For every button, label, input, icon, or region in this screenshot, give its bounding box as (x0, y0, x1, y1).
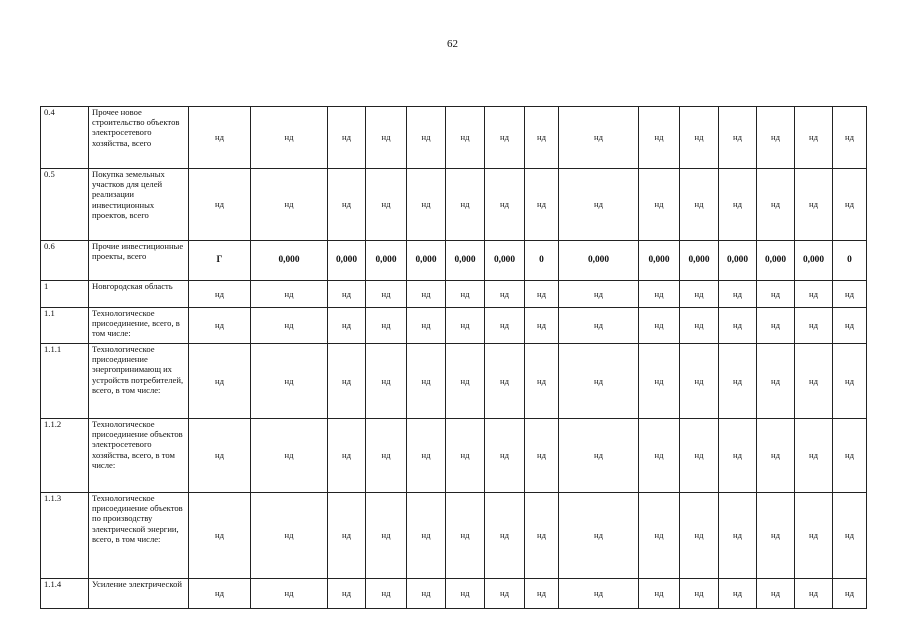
row-value-cell: нд (719, 344, 757, 419)
row-value-cell: нд (680, 419, 719, 493)
row-value-cell: нд (407, 169, 446, 241)
table-row (41, 579, 867, 609)
row-value-cell: нд (639, 281, 680, 308)
row-code: 1.1 (41, 308, 89, 344)
row-value-cell: нд (833, 281, 867, 308)
row-value-cell: нд (251, 169, 328, 241)
row-name: Новгородская область (89, 281, 189, 308)
row-value-cell: нд (328, 308, 366, 344)
row-value-cell: нд (757, 419, 795, 493)
row-value-cell: нд (328, 281, 366, 308)
row-value-cell: нд (680, 169, 719, 241)
row-code: 1.1.3 (41, 493, 89, 579)
row-value-cell: нд (328, 107, 366, 169)
table-row (41, 281, 867, 308)
row-value-cell: нд (189, 281, 251, 308)
row-value-cell: нд (251, 308, 328, 344)
row-value-cell: 0,000 (366, 241, 407, 281)
row-value-cell: нд (407, 493, 446, 579)
row-value-cell: 0 (833, 241, 867, 281)
row-value-cell: нд (366, 419, 407, 493)
row-value-cell: нд (525, 308, 559, 344)
row-value-cell: нд (366, 344, 407, 419)
row-value-cell: нд (525, 419, 559, 493)
row-value-cell: 0,000 (680, 241, 719, 281)
table-body (41, 107, 867, 609)
row-value-cell: нд (719, 493, 757, 579)
row-value-cell: нд (189, 107, 251, 169)
row-code: 1.1.1 (41, 344, 89, 419)
row-value-cell: нд (366, 281, 407, 308)
row-value-cell: нд (446, 308, 485, 344)
row-value-cell: 0,000 (639, 241, 680, 281)
row-value-cell: нд (328, 493, 366, 579)
table-row (41, 419, 867, 493)
row-value-cell: нд (639, 308, 680, 344)
row-value-cell: нд (680, 493, 719, 579)
row-value-cell: нд (485, 107, 525, 169)
row-value-cell: нд (189, 344, 251, 419)
row-value-cell: нд (189, 579, 251, 609)
row-value-cell: нд (719, 579, 757, 609)
row-name: Технологическое присоединение энергопринимающ их устройств потребителей, всего, в том числе: (89, 344, 189, 419)
row-value-cell: нд (446, 493, 485, 579)
row-value-cell: нд (680, 579, 719, 609)
row-value-cell: нд (485, 493, 525, 579)
row-value-cell: нд (446, 344, 485, 419)
row-value-cell: нд (446, 107, 485, 169)
row-value-cell: 0,000 (407, 241, 446, 281)
row-value-cell: нд (719, 308, 757, 344)
row-value-cell: 0,000 (559, 241, 639, 281)
row-value-cell: нд (485, 281, 525, 308)
row-code: 0.6 (41, 241, 89, 281)
row-value-cell: нд (639, 419, 680, 493)
row-value-cell: нд (757, 107, 795, 169)
row-value-cell: нд (366, 107, 407, 169)
row-value-cell: нд (719, 169, 757, 241)
row-value-cell: нд (251, 579, 328, 609)
row-name: Покупка земельных участков для целей реализации инвестиционных проектов, всего (89, 169, 189, 241)
row-value-cell: нд (757, 308, 795, 344)
row-value-cell: нд (559, 169, 639, 241)
row-value-cell: нд (525, 493, 559, 579)
row-value-cell: нд (446, 281, 485, 308)
row-value-cell: нд (328, 169, 366, 241)
row-value-cell: нд (559, 493, 639, 579)
row-value-cell: нд (833, 579, 867, 609)
row-value-cell: нд (446, 169, 485, 241)
row-value-cell: нд (795, 107, 833, 169)
row-value-cell: нд (757, 281, 795, 308)
table-row (41, 493, 867, 579)
row-value-cell: нд (719, 281, 757, 308)
row-value-cell: нд (407, 579, 446, 609)
row-value-cell: нд (639, 169, 680, 241)
row-value-cell: нд (446, 579, 485, 609)
row-value-cell: нд (757, 493, 795, 579)
row-value-cell: нд (366, 308, 407, 344)
row-value-cell: нд (366, 579, 407, 609)
row-value-cell: нд (833, 308, 867, 344)
row-value-cell: нд (639, 579, 680, 609)
row-value-cell: нд (680, 308, 719, 344)
row-value-cell: нд (833, 169, 867, 241)
row-value-cell: нд (328, 344, 366, 419)
row-value-cell: нд (559, 344, 639, 419)
row-value-cell: нд (559, 579, 639, 609)
row-value-cell: нд (833, 344, 867, 419)
table-row (41, 308, 867, 344)
row-value-cell: нд (795, 579, 833, 609)
row-value-cell: нд (407, 107, 446, 169)
row-value-cell: нд (366, 493, 407, 579)
row-name: Технологическое присоединение объектов по производству электрической энергии, всего, в том числе: (89, 493, 189, 579)
row-code: 1 (41, 281, 89, 308)
row-value-cell: нд (757, 579, 795, 609)
row-value-cell: нд (795, 281, 833, 308)
row-value-cell: нд (407, 419, 446, 493)
row-value-cell: нд (485, 344, 525, 419)
row-code: 1.1.4 (41, 579, 89, 609)
row-value-cell: 0 (525, 241, 559, 281)
row-value-cell: нд (525, 169, 559, 241)
row-value-cell: нд (407, 308, 446, 344)
row-value-cell: нд (680, 281, 719, 308)
row-name: Технологическое присоединение, всего, в том числе: (89, 308, 189, 344)
row-value-cell: нд (757, 169, 795, 241)
row-name: Технологическое присоединение объектов электросетевого хозяйства, всего, в том числе: (89, 419, 189, 493)
row-value-cell: нд (485, 419, 525, 493)
row-value-cell: нд (795, 344, 833, 419)
table-row (41, 107, 867, 169)
row-value-cell: нд (795, 493, 833, 579)
row-value-cell: 0,000 (446, 241, 485, 281)
row-value-cell: нд (559, 308, 639, 344)
row-value-cell: 0,000 (485, 241, 525, 281)
row-code: 1.1.2 (41, 419, 89, 493)
row-code: 0.5 (41, 169, 89, 241)
row-value-cell: нд (559, 281, 639, 308)
row-value-cell: нд (680, 344, 719, 419)
row-value-cell: 0,000 (251, 241, 328, 281)
row-value-cell: нд (251, 493, 328, 579)
row-value-cell: нд (251, 344, 328, 419)
row-value-cell: нд (251, 419, 328, 493)
row-value-cell: нд (189, 308, 251, 344)
table-row (41, 344, 867, 419)
row-value-cell: нд (407, 281, 446, 308)
row-value-cell: нд (328, 419, 366, 493)
row-value-cell: нд (680, 107, 719, 169)
row-value-cell: нд (485, 308, 525, 344)
row-value-cell: нд (757, 344, 795, 419)
row-value-cell: нд (525, 281, 559, 308)
row-value-cell: нд (407, 344, 446, 419)
row-name: Прочие инвестиционные проекты, всего (89, 241, 189, 281)
row-value-cell: нд (525, 579, 559, 609)
row-value-cell: нд (833, 493, 867, 579)
row-value-cell: нд (189, 419, 251, 493)
row-value-cell: нд (559, 107, 639, 169)
row-value-cell: нд (328, 579, 366, 609)
row-value-cell: нд (833, 419, 867, 493)
row-value-cell: нд (639, 107, 680, 169)
row-value-cell: нд (639, 493, 680, 579)
row-value-cell: нд (795, 419, 833, 493)
row-value-cell: нд (251, 107, 328, 169)
investment-table (40, 106, 867, 609)
row-value-cell: нд (719, 419, 757, 493)
row-value-cell: нд (366, 169, 407, 241)
row-value-cell: нд (251, 281, 328, 308)
row-value-cell: нд (525, 107, 559, 169)
row-value-cell: нд (639, 344, 680, 419)
row-value-cell: нд (833, 107, 867, 169)
row-code: 0.4 (41, 107, 89, 169)
row-value-cell: нд (446, 419, 485, 493)
row-value-cell: 0,000 (328, 241, 366, 281)
table-row (41, 241, 867, 281)
row-value-cell: 0,000 (795, 241, 833, 281)
row-value-cell: нд (719, 107, 757, 169)
page-number: 62 (447, 38, 458, 50)
row-value-cell: нд (795, 169, 833, 241)
row-value-cell: нд (189, 493, 251, 579)
row-value-cell: нд (189, 169, 251, 241)
row-name: Прочее новое строительство объектов электросетевого хозяйства, всего (89, 107, 189, 169)
row-value-cell: нд (485, 579, 525, 609)
row-value-cell: нд (525, 344, 559, 419)
row-value-cell: 0,000 (719, 241, 757, 281)
row-value-cell: 0,000 (757, 241, 795, 281)
row-value-cell: нд (559, 419, 639, 493)
row-value-cell: нд (795, 308, 833, 344)
row-name: Усиление электрической (89, 579, 189, 609)
table-row (41, 169, 867, 241)
row-value-cell: Г (189, 241, 251, 281)
row-value-cell: нд (485, 169, 525, 241)
